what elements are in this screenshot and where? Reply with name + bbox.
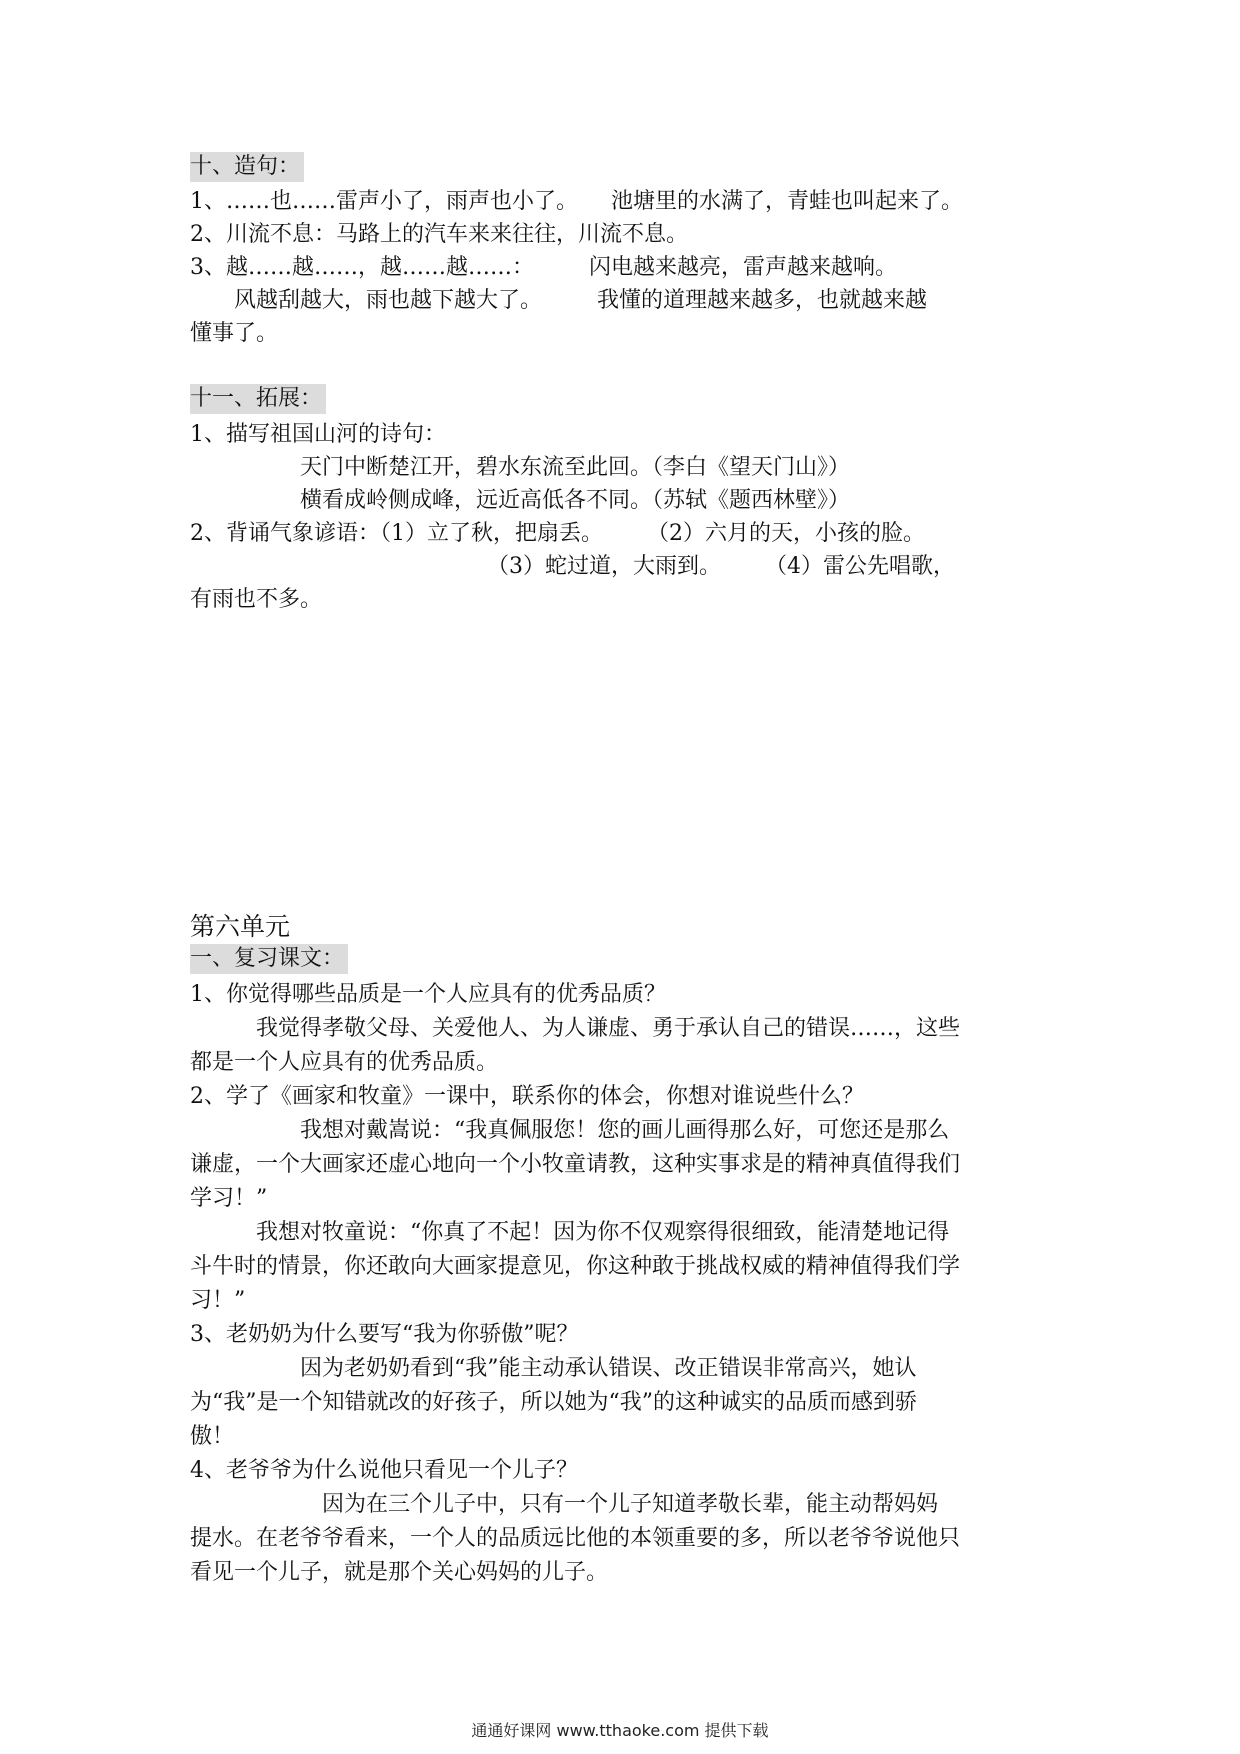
text-line: 2、背诵气象谚语：（1）立了秋，把扇丢。 （2）六月的天，小孩的脸。 [190,521,925,546]
text-line: 3、老奶奶为什么要写“我为你骄傲”呢？ [190,1322,579,1347]
text-line: 为“我”是一个知错就改的好孩子，所以她为“我”的这种诚实的品质而感到骄 [190,1390,917,1415]
text-line: 我想对牧童说：“你真了不起！因为你不仅观察得很细致，能清楚地记得 [190,1220,950,1245]
section-heading-extension: 十一、拓展： [190,384,326,414]
text-line: 我想对戴嵩说：“我真佩服您！您的画儿画得那么好，可您还是那么 [190,1118,950,1143]
text-line: 2、川流不息：马路上的汽车来来往往，川流不息。 [190,222,688,247]
text-line: 2、学了《画家和牧童》一课中，联系你的体会，你想对谁说些什么？ [190,1084,864,1109]
text-line: 有雨也不多。 [190,587,323,612]
text-line: 谦虚，一个大画家还虚心地向一个小牧童请教，这种实事求是的精神真值得我们 [190,1152,961,1177]
text-line: 1、你觉得哪些品质是一个人应具有的优秀品质？ [190,982,666,1007]
text-line: 都是一个人应具有的优秀品质。 [190,1050,499,1075]
text-line: 风越刮越大，雨也越下越大了。 我懂的道理越来越多，也就越来越 [190,288,928,313]
text-line: 学习！” [190,1186,268,1211]
text-line: 懂事了。 [190,321,279,346]
text-line: 看见一个儿子，就是那个关心妈妈的儿子。 [190,1560,609,1585]
text-line: 4、老爷爷为什么说他只看见一个儿子？ [190,1458,578,1483]
unit-title: 第六单元 [190,912,291,941]
text-line: （3）蛇过道，大雨到。 （4）雷公先唱歌， [190,554,955,579]
text-line: 提水。在老爷爷看来，一个人的品质远比他的本领重要的多，所以老爷爷说他只 [190,1526,961,1551]
text-line: 因为老奶奶看到“我”能主动承认错误、改正错误非常高兴，她认 [190,1356,917,1381]
text-line: 横看成岭侧成峰，远近高低各不同。（苏轼《题西林壁》） [190,488,851,513]
text-line: 因为在三个儿子中，只有一个儿子知道孝敬长辈，能主动帮妈妈 [190,1492,939,1517]
text-line: 天门中断楚江开，碧水东流至此回。（李白《望天门山》） [190,455,851,480]
text-line: 斗牛时的情景，你还敢向大画家提意见，你这种敢于挑战权威的精神值得我们学 [190,1254,961,1279]
text-line: 习！” [190,1288,246,1313]
section-heading-review: 一、复习课文： [190,944,348,974]
text-line: 1、……也……雷声小了，雨声也小了。 池塘里的水满了，青蛙也叫起来了。 [190,189,963,214]
text-line: 我觉得孝敬父母、关爱他人、为人谦虚、勇于承认自己的错误……，这些 [190,1016,961,1041]
text-line: 3、越……越……，越……越……： 闪电越来越亮，雷声越来越响。 [190,255,897,280]
text-line: 1、描写祖国山河的诗句： [190,422,446,447]
section-heading-sentence-making: 十、造句： [190,152,304,182]
text-line: 傲！ [190,1424,235,1449]
page-footer: 通通好课网 www.tthaoke.com 提供下载 [471,1721,769,1740]
